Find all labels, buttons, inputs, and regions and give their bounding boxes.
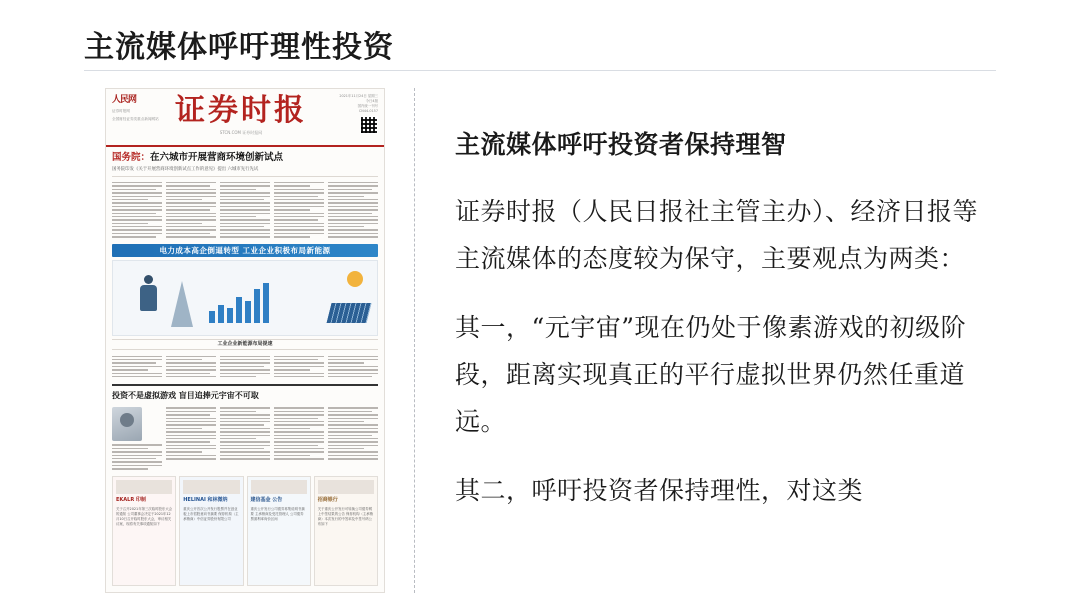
newspaper-column bbox=[166, 182, 216, 240]
advertisement-body: 重庆公开发行公司债券募集说明书摘要 主承销商及受托管理人 公司债券票面利率询价区间 bbox=[250, 506, 305, 521]
advertiser-logo bbox=[183, 480, 239, 494]
content-paragraph-3: 其二，呼吁投资者保持理性，对这类 bbox=[455, 476, 864, 505]
advertiser-logo bbox=[318, 480, 374, 494]
illustration-person-head bbox=[144, 275, 153, 284]
peoples-daily-logo: 人民网 bbox=[112, 95, 137, 105]
newspaper-column bbox=[328, 182, 378, 240]
newspaper-masthead bbox=[106, 89, 384, 147]
feature-subband: 工业企业新能源布局提速 bbox=[112, 339, 378, 350]
newspaper-advertisements bbox=[106, 472, 384, 592]
content-column bbox=[455, 128, 995, 536]
masthead-info-3: CN44-0157 bbox=[358, 109, 378, 113]
newspaper-title-subtext: STCN.COM 证券时报网 bbox=[219, 130, 263, 135]
newspaper-column-text bbox=[112, 444, 162, 469]
newspaper-columns-bottom bbox=[106, 404, 384, 471]
advertisement bbox=[314, 476, 378, 586]
newspaper-title bbox=[166, 93, 316, 136]
masthead-info-2: 国内统一刊号 bbox=[357, 104, 378, 108]
illustration-person bbox=[135, 275, 163, 325]
masthead-sub-line2: 全国财经证券类重点新闻网站 bbox=[112, 117, 159, 121]
advertisement-title: 建信基金 公告 bbox=[250, 496, 283, 503]
feature-band-title: 电力成本高企倒逼转型 工业企业积极布局新能源 bbox=[112, 244, 378, 257]
advertisement-title: EKALR 印制 bbox=[116, 496, 146, 503]
newspaper-column bbox=[166, 356, 216, 380]
feature-illustration bbox=[112, 260, 378, 336]
lead-headline-prefix: 国务院： bbox=[112, 152, 151, 163]
illustration-solar-panel bbox=[327, 303, 372, 323]
newspaper-column bbox=[220, 356, 270, 380]
illustration-person-body bbox=[140, 285, 157, 311]
lead-story bbox=[106, 147, 384, 179]
masthead-info-1: 今日4版 bbox=[365, 99, 378, 103]
masthead-date: 2021年11月24日 星期三 bbox=[339, 94, 378, 98]
masthead-right-info bbox=[332, 94, 378, 136]
newspaper-column bbox=[328, 356, 378, 380]
secondary-headline: 投资不是虚拟游戏 盲目追捧元宇宙不可取 bbox=[112, 384, 378, 402]
title-divider-rule bbox=[84, 70, 996, 71]
advertisement-body: 关于重庆公开发行可转换公司债券网上中签结果的公告 保荐机构（主承销商）本次发行的中签率及中签号码公布如下 bbox=[317, 506, 374, 526]
advertiser-logo bbox=[116, 480, 172, 494]
newspaper-column bbox=[166, 407, 216, 471]
advertisement bbox=[112, 476, 176, 586]
advertisement-body: 关于召开2021年第三次临时股东大会的通知 公司董事会决定于2021年12月10日召开临时股东大会，审议相关议案，现将有关事项通知如下 bbox=[116, 506, 173, 526]
illustration-bar-chart bbox=[209, 281, 269, 323]
masthead-left-logo bbox=[112, 95, 164, 122]
illustration-tower bbox=[171, 281, 193, 327]
advertisement bbox=[179, 476, 243, 586]
lead-headline-rest: 在六城市开展营商环境创新试点 bbox=[150, 152, 284, 163]
content-paragraph-2: 其一，“元宇宙”现在仍处于像素游戏的初级阶段，距离实现真正的平行虚拟世界仍然任重道远。 bbox=[455, 313, 967, 436]
newspaper-column bbox=[112, 356, 162, 380]
newspaper-column bbox=[328, 407, 378, 471]
content-heading: 主流媒体呼吁投资者保持理智 bbox=[455, 130, 787, 159]
newspaper-column bbox=[274, 182, 324, 240]
content-paragraph-1: 证券时报（人民日报社主管主办）、经济日报等主流媒体的态度较为保守，主要观点为两类： bbox=[455, 197, 979, 273]
author-portrait bbox=[112, 407, 142, 441]
newspaper-column bbox=[220, 407, 270, 471]
newspaper-columns-top bbox=[106, 179, 384, 240]
qr-code-icon bbox=[360, 116, 378, 134]
newspaper-title-text: 证券时报 bbox=[175, 93, 307, 128]
newspaper-column bbox=[274, 407, 324, 471]
advertisement-title: HELINAI 和林微纳 bbox=[183, 496, 228, 503]
column-divider bbox=[414, 88, 415, 593]
page-title: 主流媒体呼吁理性投资 bbox=[84, 31, 394, 64]
lead-headline bbox=[112, 151, 378, 164]
advertisement bbox=[247, 476, 311, 586]
advertisement-title: 招商银行 bbox=[317, 496, 338, 503]
newspaper-columns-middle bbox=[106, 353, 384, 380]
newspaper-column bbox=[220, 182, 270, 240]
illustration-sun bbox=[347, 271, 363, 287]
newspaper-column bbox=[112, 182, 162, 240]
lead-subhead: 国务院印发《关于开展营商环境创新试点工作的意见》提出 六城市先行先试 bbox=[112, 166, 378, 177]
newspaper-column bbox=[274, 356, 324, 380]
newspaper-image bbox=[105, 88, 385, 593]
masthead-sub-line1: 证券时报网 bbox=[112, 109, 130, 113]
advertisement-body: 重庆公开首次公开发行股票并在创业板上市招股意向书摘要 保荐机构（主承销商）中信证券股份有限公司 bbox=[183, 506, 239, 521]
advertiser-logo bbox=[251, 480, 307, 494]
newspaper-column-with-portrait bbox=[112, 407, 162, 471]
